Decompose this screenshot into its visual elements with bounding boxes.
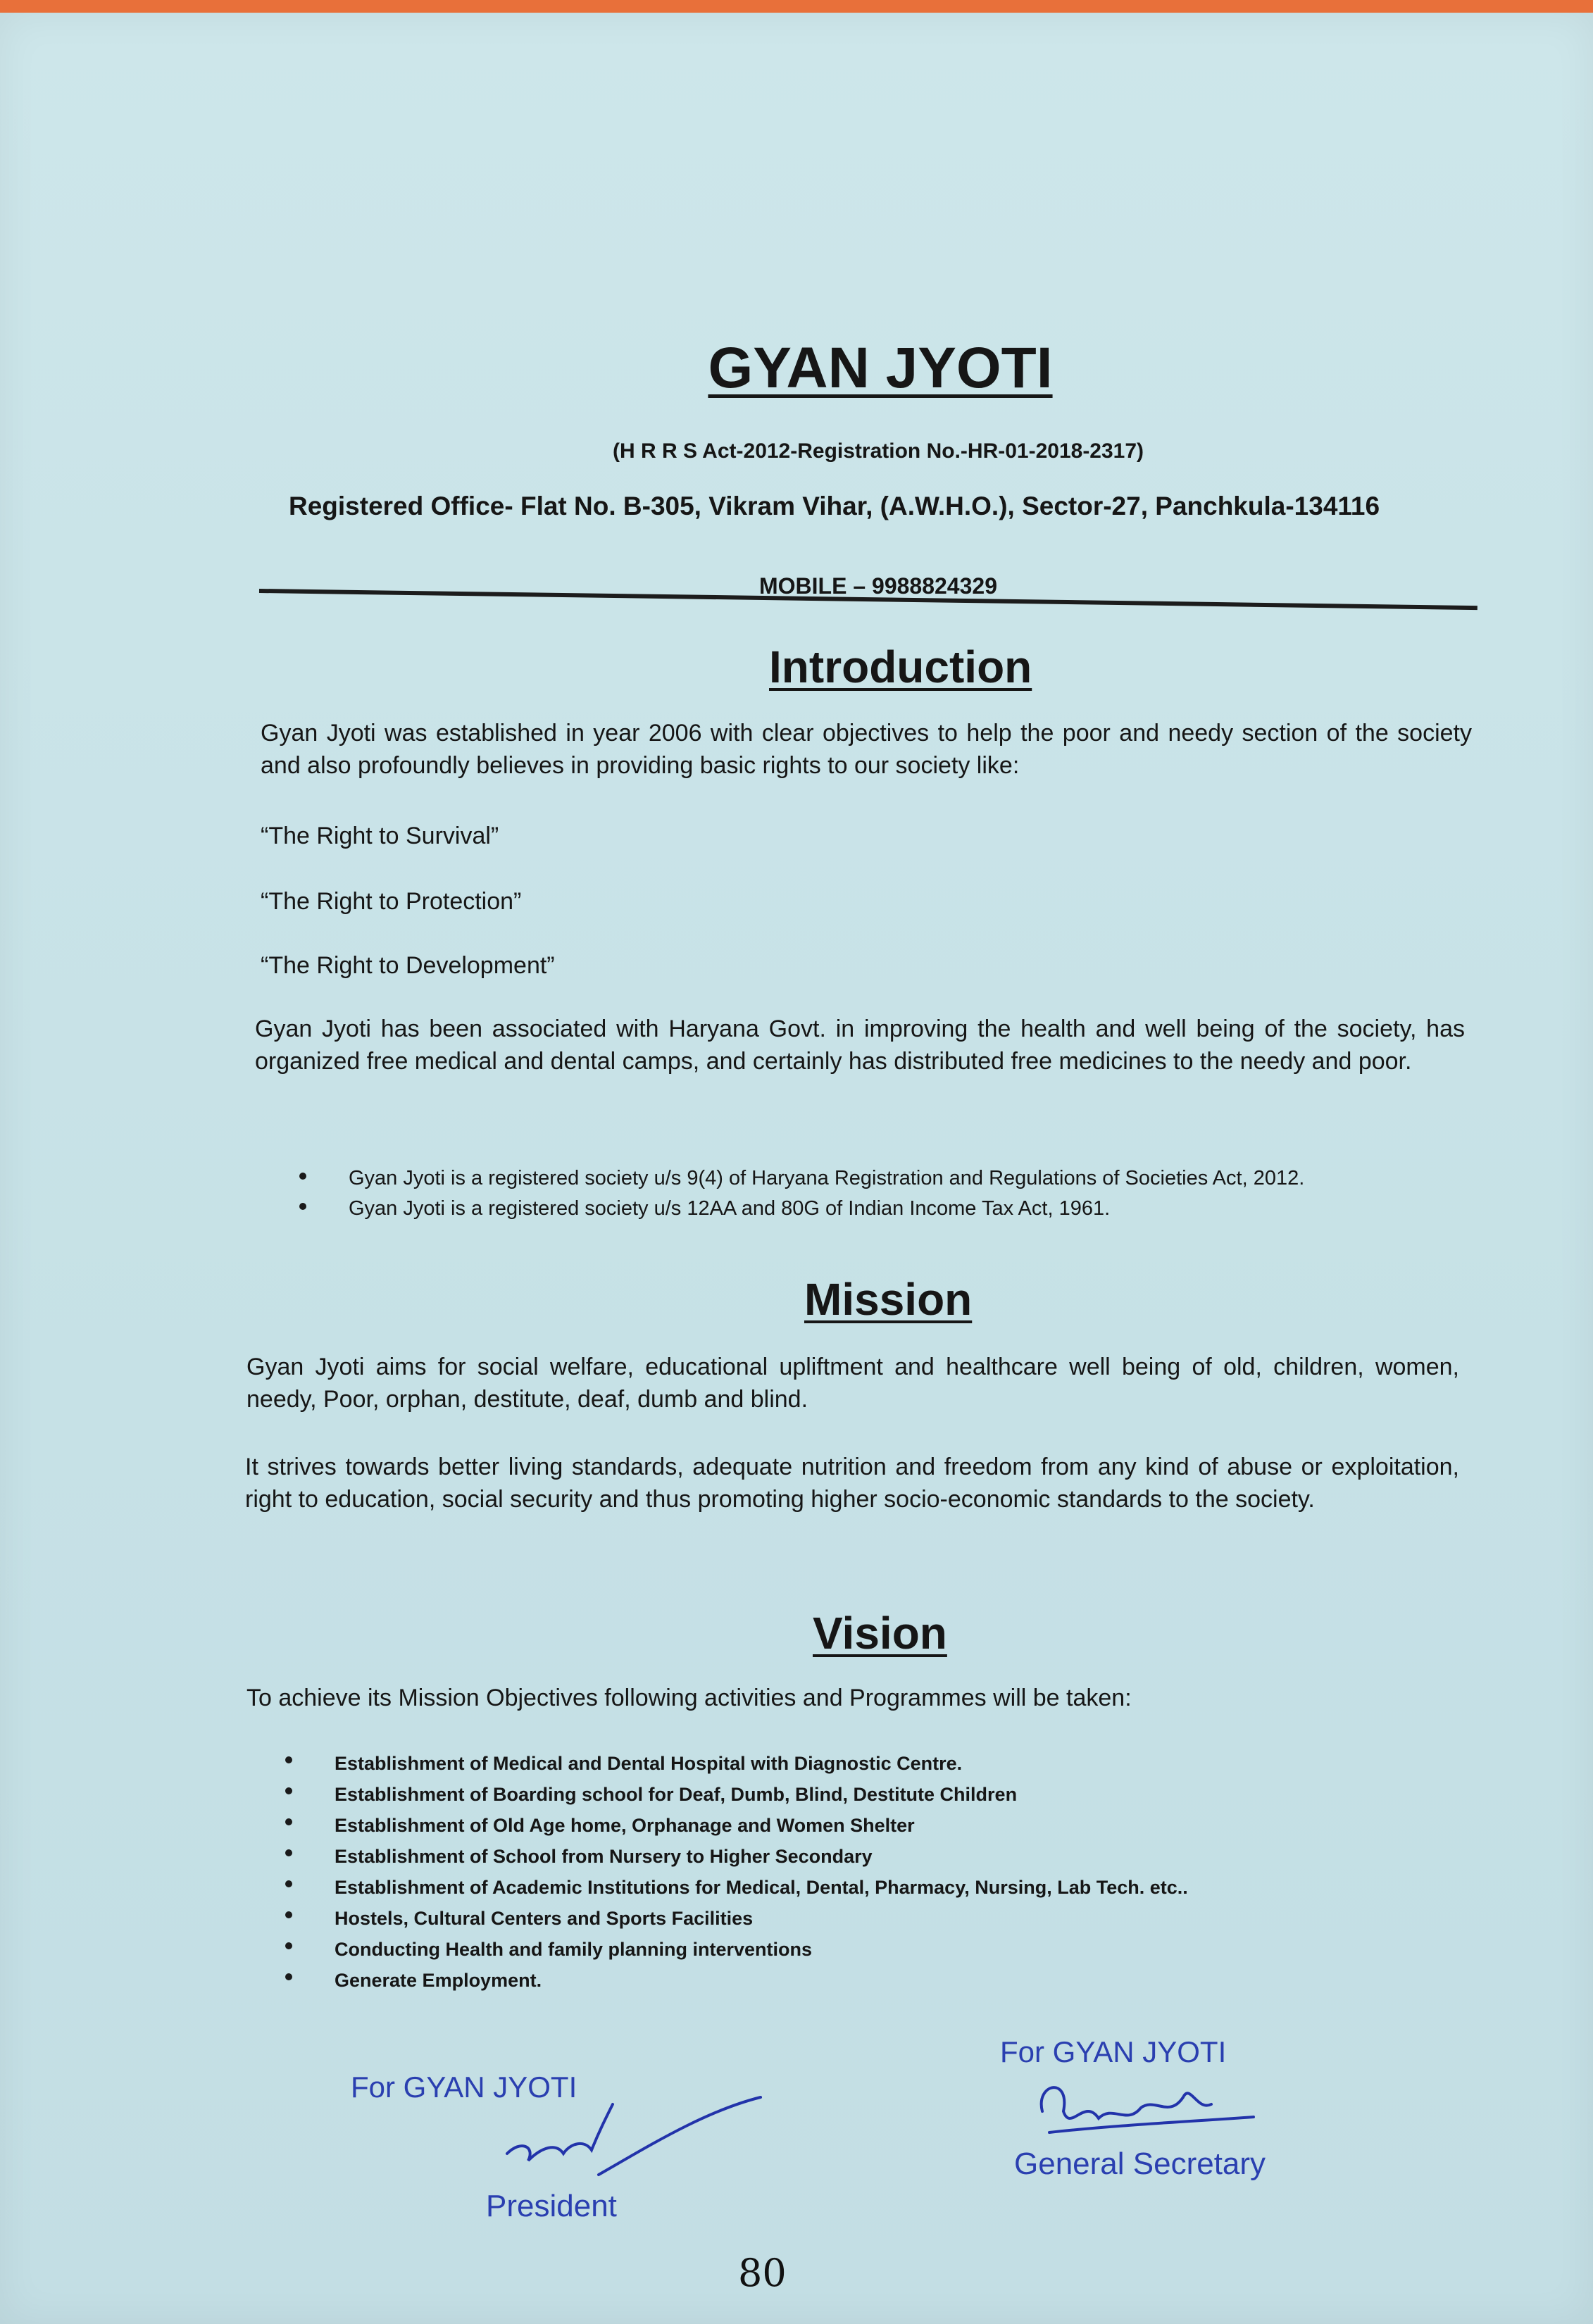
registered-office: Registered Office- Flat No. B-305, Vikram Vihar, (A.W.H.O.), Sector-27, Panchkula-134116 — [289, 492, 1380, 520]
vision-intro: To achieve its Mission Objectives following activities and Programmes will be taken: — [246, 1685, 1132, 1711]
document-page — [0, 13, 1593, 2324]
list-item: Establishment of Boarding school for Deaf, Dumb, Blind, Destitute Children — [285, 1779, 1468, 1810]
mobile-number: MOBILE – 9988824329 — [759, 573, 997, 599]
vision-heading: Vision — [813, 1608, 947, 1658]
list-item: Establishment of Academic Institutions for Medical, Dental, Pharmacy, Nursing, Lab Tech. etc.. — [285, 1872, 1468, 1903]
list-item: Generate Employment. — [285, 1965, 1468, 1996]
list-item: Conducting Health and family planning interventions — [285, 1934, 1468, 1965]
mission-paragraph-2: It strives towards better living standards, adequate nutrition and freedom from any kind of abuse or exploitation, right to education, social security and thus promoting higher socio-economic standards to the society. — [245, 1454, 1459, 1513]
list-item: Hostels, Cultural Centers and Sports Facilities — [285, 1903, 1468, 1934]
right-to-development: “The Right to Development” — [261, 952, 555, 979]
right-to-survival: “The Right to Survival” — [261, 823, 499, 849]
president-signature — [493, 2076, 775, 2203]
secretary-stamp-role: General Secretary — [1014, 2147, 1266, 2181]
secretary-signature — [1028, 2069, 1268, 2154]
list-item: Gyan Jyoti is a registered society u/s 9(4) of Haryana Registration and Regulations of Societies Act, 2012. — [299, 1163, 1497, 1194]
document-title: GYAN JYOTI — [708, 336, 1053, 400]
registration-list — [299, 1163, 1497, 1224]
secretary-stamp-org: For GYAN JYOTI — [1000, 2035, 1227, 2068]
list-item: Establishment of School from Nursery to Higher Secondary — [285, 1841, 1468, 1872]
list-item: Establishment of Old Age home, Orphanage and Women Shelter — [285, 1810, 1468, 1841]
registration-number: (H R R S Act-2012-Registration No.-HR-01-2018-2317) — [612, 439, 1144, 463]
right-to-protection: “The Right to Protection” — [261, 888, 522, 915]
introduction-paragraph-1: Gyan Jyoti was established in year 2006 with clear objectives to help the poor and needy section of the society and also profoundly believes in providing basic rights to our society like: — [261, 720, 1472, 779]
vision-activity-list — [285, 1748, 1468, 1996]
introduction-paragraph-2: Gyan Jyoti has been associated with Haryana Govt. in improving the health and well being of the society, has organized free medical and dental camps, and certainly has distributed free medicines to the needy and poor. — [255, 1016, 1465, 1075]
list-item: Establishment of Medical and Dental Hospital with Diagnostic Centre. — [285, 1748, 1468, 1779]
mission-paragraph-1: Gyan Jyoti aims for social welfare, educational upliftment and healthcare well being of old, children, women, needy, Poor, orphan, destitute, deaf, dumb and blind. — [246, 1354, 1459, 1413]
introduction-heading: Introduction — [769, 642, 1032, 692]
president-stamp-org: For GYAN JYOTI — [351, 2070, 577, 2104]
list-item: Gyan Jyoti is a registered society u/s 12AA and 80G of Indian Income Tax Act, 1961. — [299, 1194, 1497, 1224]
page-number: 80 — [738, 2251, 787, 2295]
mission-heading: Mission — [804, 1274, 973, 1325]
president-stamp-role: President — [486, 2189, 617, 2223]
